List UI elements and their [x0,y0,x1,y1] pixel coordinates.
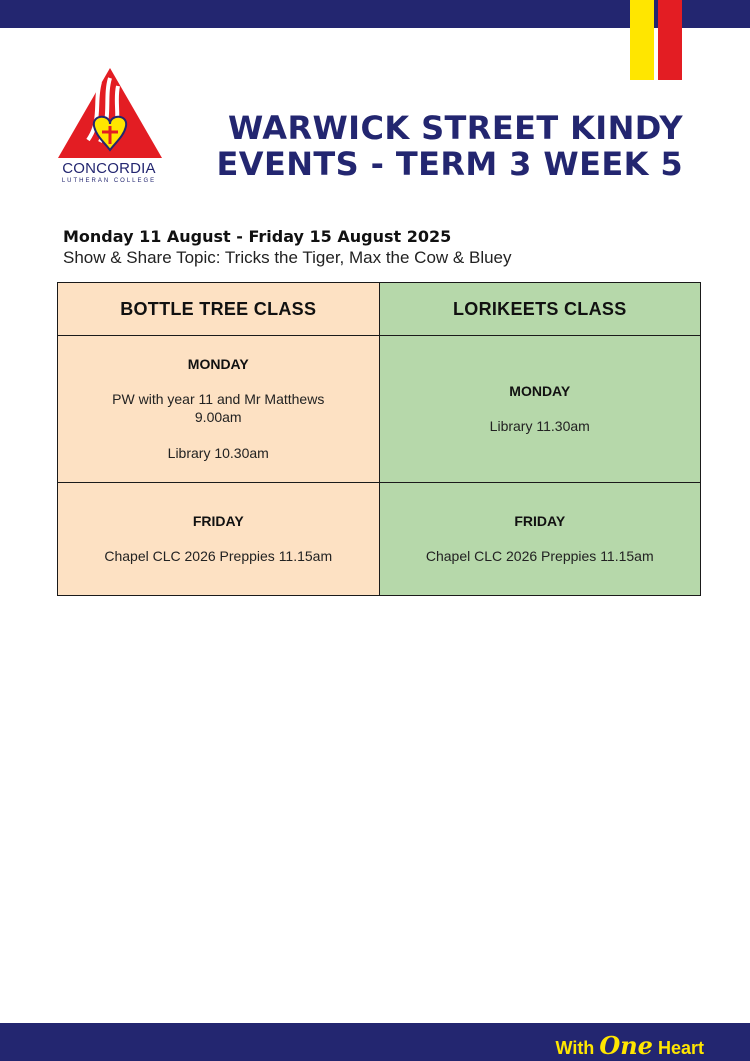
day-label: FRIDAY [192,513,244,529]
table-header-row [58,283,701,336]
title-line-2: EVENTS - TERM 3 WEEK 5 [216,145,683,183]
title-line-1: WARWICK STREET KINDY [228,109,683,147]
tagline-end: Heart [657,1038,704,1058]
show-share-topic: Show & Share Topic: Tricks the Tiger, Max the Cow & Bluey [63,248,512,267]
yellow-stripe [630,0,654,80]
bottle-tree-monday-cell [58,336,380,483]
date-range: Monday 11 August - Friday 15 August 2025 [63,227,452,246]
event-text: Chapel CLC 2026 Preppies 11.15am [425,548,654,564]
with-one-heart-tagline [555,1031,704,1060]
page-title [217,110,683,182]
logo-subtitle: LUTHERAN COLLEGE [61,178,157,184]
day-label: MONDAY [509,383,571,399]
events-table [57,282,701,596]
event-text: Chapel CLC 2026 Preppies 11.15am [104,548,333,564]
event-text: Library 11.30am [489,418,590,434]
lorikeets-friday-cell [379,483,701,596]
event-text: Library 10.30am [167,445,269,461]
tagline-script: One [599,1031,653,1060]
column-header-bottle-tree: BOTTLE TREE CLASS [58,283,380,336]
event-time: 9.00am [194,409,242,425]
table-row [58,483,701,596]
event-text: PW with year 11 and Mr Matthews [112,391,325,407]
lorikeets-monday-cell [379,336,701,483]
bottle-tree-friday-cell [58,483,380,596]
table-row [58,336,701,483]
tagline-start: With [555,1038,595,1058]
column-header-lorikeets: LORIKEETS CLASS [379,283,701,336]
logo-name: CONCORDIA [62,160,156,177]
day-label: FRIDAY [514,513,566,529]
day-label: MONDAY [187,356,249,372]
red-stripe [658,0,682,80]
